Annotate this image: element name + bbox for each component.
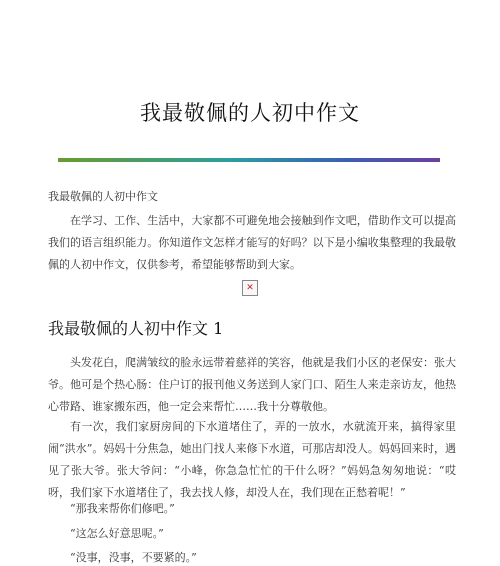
dialogue-line-1: “那我来帮你们修吧。” <box>70 502 175 515</box>
broken-image-icon: ✕ <box>242 280 258 296</box>
section-heading: 我最敬佩的人初中作文 1 <box>48 319 224 338</box>
dialogue-line-2: “这怎么好意思呢。” <box>70 527 164 540</box>
dialogue-line-3: “没事，没事，不要紧的。” <box>70 551 197 564</box>
body-paragraph-2: 有一次，我们家厨房间的下水道堵住了，弄的一放水，水就流开来，搞得家里闹“洪水”。妈妈十分焦急，她出门找人来修下水道，可那店却没人。妈妈回来时，遇见了张大爷。张大爷问：“小峰，你急急忙忙的干什么呀？”妈妈急匆匆地说：“哎呀，我们家下水道堵住了，我去找人修，却没人在，我们现在正愁着呢！” <box>48 420 456 499</box>
page-title: 我最敬佩的人初中作文 <box>140 101 360 125</box>
body-paragraph-1: 头发花白，爬满皱纹的脸永远带着慈祥的笑容，他就是我们小区的老保安：张大爷。他可是个热心肠：住户订的报刊他义务送到人家门口、陌生人来走亲访友，他热心带路、谁家搬东西，他一定会来帮忙……我十分尊敬他。 <box>48 356 456 413</box>
title-divider <box>58 158 440 162</box>
intro-label: 我最敬佩的人初中作文 <box>48 190 158 203</box>
intro-paragraph: 在学习、工作、生活中，大家都不可避免地会接触到作文吧，借助作文可以提高我们的语言组织能力。你知道作文怎样才能写的好吗？以下是小编收集整理的我最敬佩的人初中作文，仅供参考，希望能够帮助到大家。 <box>48 214 456 271</box>
